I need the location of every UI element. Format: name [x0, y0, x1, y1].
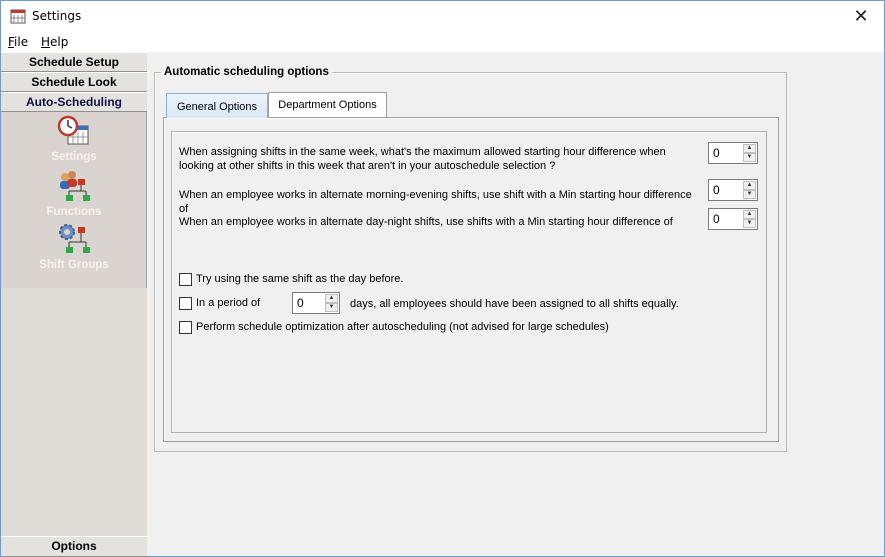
close-button[interactable]	[838, 1, 884, 31]
menu-file-mnemonic: F	[8, 35, 15, 49]
menu-bar	[1, 32, 884, 52]
nav-schedule-look[interactable]: Schedule Look	[1, 72, 147, 92]
optimize-checkbox[interactable]	[179, 321, 192, 334]
morning-evening-spinner[interactable]	[708, 179, 758, 201]
same-shift-checkbox[interactable]	[179, 273, 192, 286]
close-icon: ✕	[853, 6, 869, 26]
sidebar-item-shift-groups[interactable]	[1, 222, 147, 271]
spin-down-icon[interactable]: ▼	[743, 190, 756, 199]
tab-department-options[interactable]: Department Options	[268, 92, 387, 117]
clock-calendar-icon	[56, 114, 92, 150]
spinner-value: 0	[713, 212, 720, 226]
menu-file[interactable]	[8, 35, 28, 49]
question-day-night: When an employee works in alternate day-night shifts, use shifts with a Min starting hour difference of	[179, 216, 673, 228]
gear-chart-icon	[56, 222, 92, 258]
nav-options[interactable]: Options	[1, 536, 147, 557]
sidebar-item-functions[interactable]	[1, 169, 147, 218]
window-title: Settings	[32, 9, 82, 23]
sidebar-item-label: Functions	[46, 206, 102, 218]
optimize-label: Perform schedule optimization after autoscheduling (not advised for large schedules)	[196, 321, 609, 333]
sidebar-item-label: Settings	[51, 151, 97, 163]
tab-general-options[interactable]: General Options	[166, 93, 268, 118]
menu-file-label: ile	[14, 35, 29, 49]
menu-help-label: elp	[50, 35, 69, 49]
groupbox-title: Automatic scheduling options	[161, 66, 332, 78]
question-max-hour-difference: When assigning shifts in the same week, what's the maximum allowed starting hour difference when looking at other shifts in this week that aren't in your autoschedule selection ?	[179, 146, 666, 172]
period-days-spinner[interactable]	[292, 292, 340, 314]
max-hour-difference-spinner[interactable]	[708, 142, 758, 164]
question-morning-evening: When an employee works in alternate morning-evening shifts, use shift with a Min starting hour difference of	[179, 189, 692, 215]
spinner-value: 0	[713, 146, 720, 160]
spin-up-icon[interactable]: ▲	[743, 181, 756, 190]
day-night-spinner[interactable]	[708, 208, 758, 230]
sidebar-item-settings[interactable]	[1, 114, 147, 163]
spin-up-icon[interactable]: ▲	[743, 210, 756, 219]
nav-schedule-setup[interactable]: Schedule Setup	[1, 52, 147, 72]
period-suffix-label: days, all employees should have been assigned to all shifts equally.	[350, 298, 679, 310]
menu-help-mnemonic: H	[41, 35, 51, 49]
nav-auto-scheduling[interactable]: Auto-Scheduling	[1, 92, 147, 112]
period-label: In a period of	[196, 297, 261, 309]
sidebar-empty-area	[1, 288, 147, 536]
spin-up-icon[interactable]: ▲	[743, 144, 756, 153]
spinner-value: 0	[297, 296, 304, 310]
spin-down-icon[interactable]: ▼	[325, 303, 338, 312]
sidebar	[1, 52, 147, 557]
same-shift-label: Try using the same shift as the day before.	[196, 273, 404, 285]
spin-down-icon[interactable]: ▼	[743, 153, 756, 162]
menu-help[interactable]	[41, 35, 68, 49]
spin-up-icon[interactable]: ▲	[325, 294, 338, 303]
people-chart-icon	[56, 169, 92, 205]
period-checkbox[interactable]	[179, 297, 192, 310]
sidebar-item-label: Shift Groups	[39, 259, 109, 271]
spin-down-icon[interactable]: ▼	[743, 219, 756, 228]
spinner-value: 0	[713, 183, 720, 197]
app-calendar-icon	[10, 8, 26, 24]
title-bar	[1, 1, 884, 32]
